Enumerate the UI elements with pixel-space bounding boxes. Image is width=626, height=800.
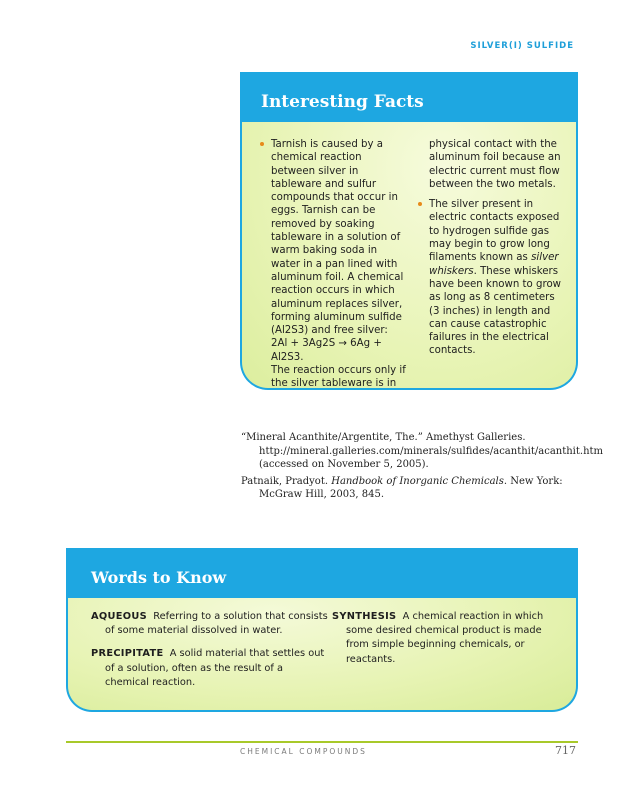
bullet-icon — [418, 202, 422, 206]
glossary-term — [91, 647, 329, 690]
term-word: PRECIPITATE — [91, 648, 164, 660]
page-number: 717 — [555, 744, 576, 757]
words-to-know-box — [66, 548, 578, 712]
term-word: AQUEOUS — [91, 611, 147, 622]
references — [241, 431, 604, 505]
term-definition: A chemical reaction in which some desired chemical product is made from simple beginning chemicals, or reactants. — [346, 611, 544, 665]
interesting-facts-title: Interesting Facts — [261, 92, 424, 112]
interesting-facts-box — [240, 72, 578, 390]
fact-bullet — [418, 198, 563, 358]
words-column-right — [332, 610, 558, 676]
reference-title: Handbook of Inorganic Chemicals — [331, 475, 504, 487]
words-to-know-header — [68, 548, 576, 598]
fact-text-after: . These whiskers have been known to grow as long as 8 centimeters (3 inches) in length and can cause catastrophic failures in the electrical contacts. — [429, 265, 562, 357]
fact-text-after: The reaction occurs only if the silver tableware is in — [271, 365, 406, 390]
footer-rule — [66, 741, 578, 743]
fact-equation: 2Al + 3Ag2S → 6Ag + Al2S3. — [271, 338, 382, 363]
glossary-term — [332, 610, 558, 667]
words-column-left — [91, 610, 329, 699]
reference-publisher: . New York: McGraw Hill, 2003, 845. — [259, 475, 563, 500]
fact-continued: physical contact with the aluminum foil because an electric current must flow between the two metals. — [429, 139, 561, 190]
footer-label: CHEMICAL COMPOUNDS — [240, 747, 367, 756]
bullet-icon — [260, 142, 264, 146]
term-definition: Referring to a solution that consists of some material dissolved in water. — [105, 611, 328, 637]
reference-author: Patnaik, Pradyot. — [241, 475, 329, 487]
term-word: SYNTHESIS — [332, 611, 397, 622]
interesting-facts-header — [242, 72, 576, 122]
fact-text: The silver present in electric contacts exposed to hydrogen sulfide gas may begin to grow long filaments known as — [429, 199, 560, 264]
words-to-know-title: Words to Know — [91, 568, 227, 587]
running-head: SILVER(I) SULFIDE — [470, 41, 574, 51]
term-definition: A solid material that settles out of a solution, often as the result of a chemical reaction. — [105, 648, 325, 688]
facts-column-right — [418, 138, 563, 366]
fact-emphasis: silver whiskers — [429, 252, 559, 277]
fact-bullet — [260, 138, 408, 390]
fact-text: Tarnish is caused by a chemical reaction between silver in tableware and sulfur compounds that occur in eggs. Tarnish can be removed by soaking tableware in a solution of warm baking soda in water in a pan lined with aluminum foil. A chemical reaction occurs in which aluminum replaces silver, forming aluminum sulfide (Al2S3) and free silver: — [271, 139, 404, 337]
glossary-term — [91, 610, 329, 638]
reference-item: “Mineral Acanthite/Argentite, The.” Amethyst Galleries. http://mineral.galleries.com/minerals/sulfides/acanthit/acanthit.htm (accessed on November 5, 2005). — [241, 432, 604, 470]
facts-column-left — [260, 138, 408, 390]
reference-item — [241, 475, 577, 502]
